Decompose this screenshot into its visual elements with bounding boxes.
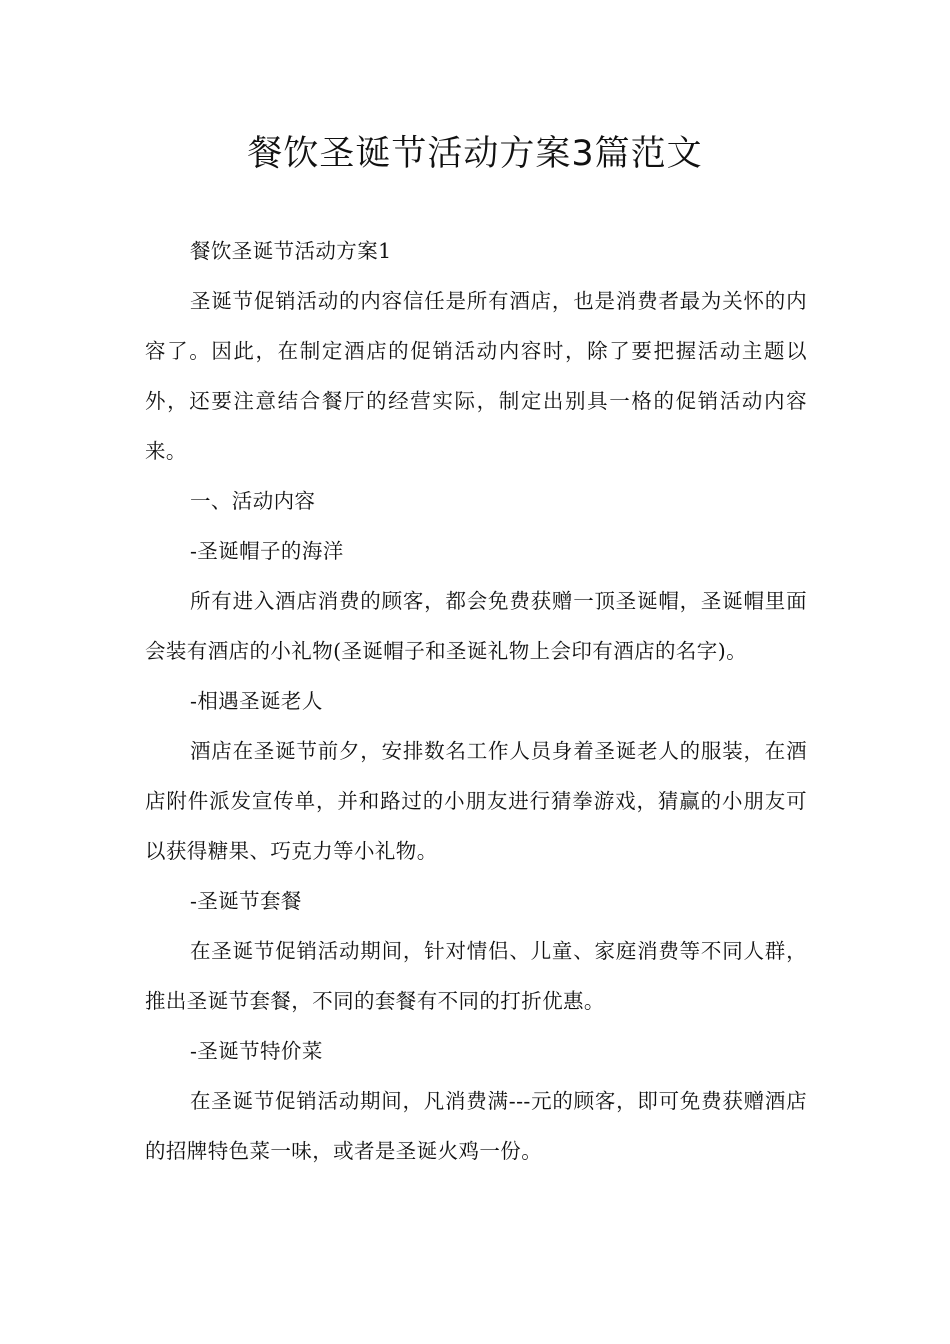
paragraph: 圣诞节促销活动的内容信任是所有酒店，也是消费者最为关怀的内容了。因此，在制定酒店的促销活动内容时，除了要把握活动主题以外，还要注意结合餐厅的经营实际，制定出别具一格的促销活动内容来。 [145,289,807,463]
paragraph: 所有进入酒店消费的顾客，都会免费获赠一顶圣诞帽，圣诞帽里面会装有酒店的小礼物(圣诞帽子和圣诞礼物上会印有酒店的名字)。 [145,589,807,663]
section-heading: 餐饮圣诞节活动方案1 [190,239,392,263]
section-heading: 一、活动内容 [190,489,316,513]
paragraph: 在圣诞节促销活动期间，凡消费满---元的顾客，即可免费获赠酒店的招牌特色菜一味，或者是圣诞火鸡一份。 [145,1089,807,1163]
document-body [145,226,807,1176]
document-title: 餐饮圣诞节活动方案3篇范文 [247,134,703,174]
subheading: -圣诞节特价菜 [190,1039,323,1063]
paragraph: 酒店在圣诞节前夕，安排数名工作人员身着圣诞老人的服装，在酒店附件派发宣传单，并和路过的小朋友进行猜拳游戏，猜赢的小朋友可以获得糖果、巧克力等小礼物。 [145,739,807,863]
subheading: -相遇圣诞老人 [190,689,323,713]
subheading: -圣诞节套餐 [190,889,302,913]
subheading: -圣诞帽子的海洋 [190,539,344,563]
paragraph: 在圣诞节促销活动期间，针对情侣、儿童、家庭消费等不同人群，推出圣诞节套餐，不同的套餐有不同的打折优惠。 [145,939,807,1013]
